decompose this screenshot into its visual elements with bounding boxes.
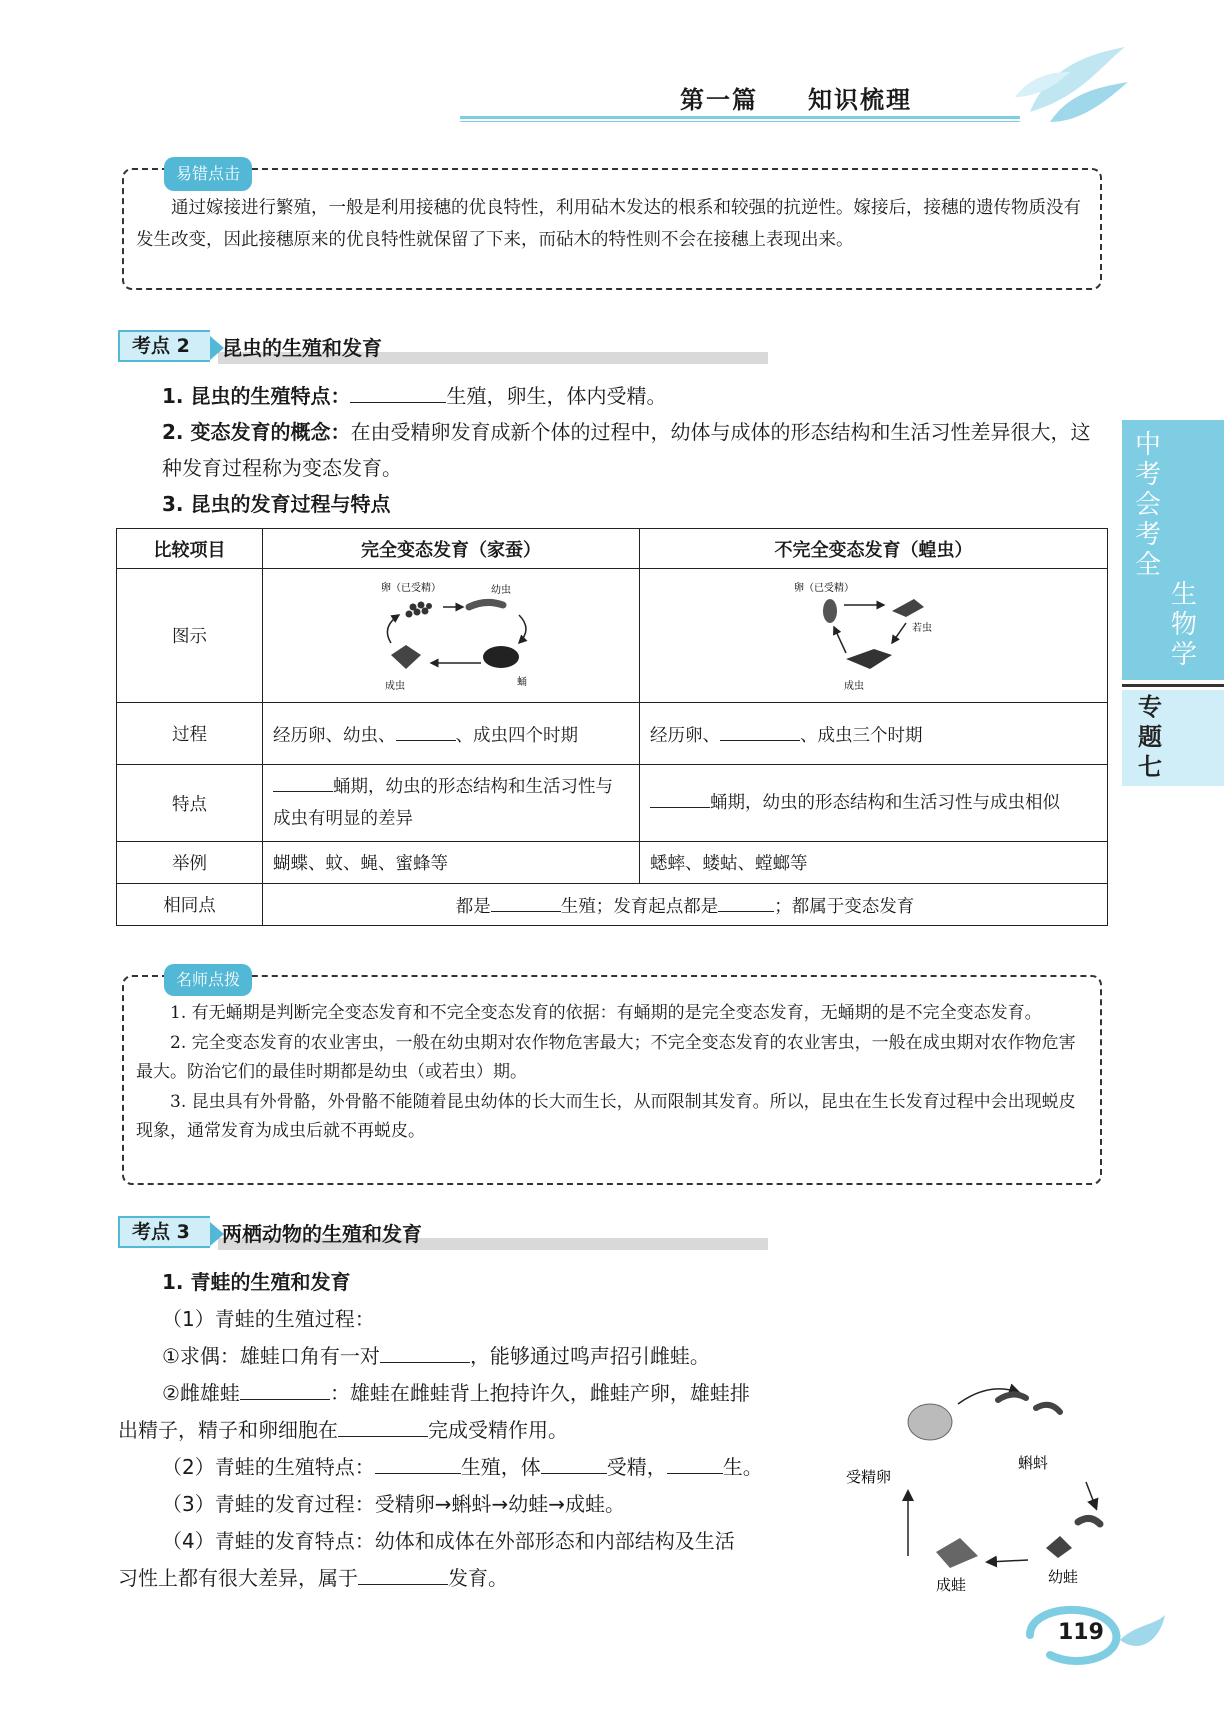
- silk-moth-icon: [391, 645, 421, 669]
- blank: [718, 892, 774, 912]
- side-tab-topic: [1122, 690, 1224, 786]
- blank: [350, 383, 446, 403]
- cell-text: 都是: [455, 896, 491, 917]
- table-row: [117, 569, 1108, 703]
- leaf-decoration-icon: [1010, 42, 1130, 132]
- locust-egg-label: 卵（已受精）: [793, 582, 854, 594]
- blank: [338, 1417, 428, 1437]
- kp3-text: 发育。: [448, 1566, 508, 1590]
- teacher-tip-p1: 1. 有无蛹期是判断完全变态发育和不完全变态发育的依据：有蛹期的是完全变态发育，无蛹期的是不完全变态发育。: [170, 1003, 1042, 1023]
- table-header: 完全变态发育（家蚕）: [263, 529, 640, 569]
- silk-adult-label: 成虫: [385, 680, 405, 692]
- page-number: 119: [1058, 1620, 1104, 1645]
- blank: [667, 1454, 723, 1474]
- table-row: [117, 765, 1108, 842]
- kp2-item2-text: 在由受精卵发育成新个体的过程中，幼体与成体的形态结构和生活习性差异很大，这种发育过程称为变态发育。: [162, 420, 1091, 480]
- kp3-content: [118, 1264, 838, 1597]
- locust-cycle-cell: [640, 569, 1108, 703]
- process-incomplete: [640, 703, 1108, 765]
- kp3-text: 生殖，体: [460, 1455, 541, 1479]
- teacher-tip-box: [122, 970, 1102, 1185]
- side-tab-top: 中考会考全: [1134, 430, 1161, 580]
- side-tab-divider: [1122, 684, 1224, 687]
- header-title: 知识梳理: [808, 85, 912, 114]
- blank: [650, 788, 710, 808]
- kp3-text: ：雄蛙在雌蛙背上抱持许久，雌蛙产卵，雄蛙排: [329, 1381, 750, 1405]
- kp3-text: 生。: [722, 1455, 763, 1479]
- adult-frog-label: 成蛙: [936, 1576, 967, 1592]
- teacher-tip-p3: 3. 昆虫具有外骨骼，外骨骼不能随着昆虫幼体的长大而生长，从而限制其发育。所以，昆虫在生长发育过程中会出现蜕皮现象，通常发育为成虫后就不再蜕皮。: [136, 1091, 1076, 1141]
- process-complete: [263, 703, 640, 765]
- cell-text: 蛹期，幼虫的形态结构和生活习性与成虫有明显的差异: [273, 777, 613, 829]
- error-tip-label: 易错点击: [164, 157, 252, 191]
- tadpole-icon: [998, 1394, 1026, 1400]
- kp3-text: ，能够通过鸣声招引雌蛙。: [469, 1344, 710, 1368]
- kp3-text: 受精，: [606, 1455, 667, 1479]
- kp3-s7: （3）青蛙的发育过程：受精卵→蝌蚪→幼蛙→成蛙。: [162, 1492, 625, 1516]
- blank: [491, 892, 561, 912]
- table-row: [117, 703, 1108, 765]
- silkworm-life-cycle-diagram: [351, 577, 551, 695]
- kp2-content: [118, 378, 1108, 522]
- blank: [541, 1454, 607, 1474]
- young-frog-icon: [1046, 1536, 1072, 1558]
- kp3-text: ②雌雄蛙: [162, 1381, 240, 1405]
- kp3-text: 完成受精作用。: [428, 1418, 568, 1442]
- silk-pupa-icon: [483, 646, 519, 668]
- feature-complete: [263, 765, 640, 842]
- blank: [358, 1565, 448, 1585]
- row-label: 过程: [117, 703, 263, 765]
- cell-text: 经历卵、幼虫、: [273, 725, 396, 746]
- cell-text: 蛹期，幼虫的形态结构和生活习性与成虫相似: [710, 793, 1060, 813]
- teacher-tip-label: 名师点拨: [164, 964, 252, 996]
- kaodian-title: 两栖动物的生殖和发育: [222, 1222, 422, 1246]
- frog-egg-icon: [908, 1404, 952, 1440]
- blank: [375, 1454, 461, 1474]
- kaodian-2-heading: [118, 330, 818, 362]
- table-row: [117, 884, 1108, 926]
- insect-development-table: [116, 528, 1108, 926]
- frog-egg-label: 受精卵: [846, 1468, 892, 1486]
- kp2-item1-label: 1. 昆虫的生殖特点：: [162, 384, 351, 408]
- feature-incomplete: [640, 765, 1108, 842]
- locust-nymph-icon: [892, 599, 924, 617]
- teacher-tip-p2: 2. 完全变态发育的农业害虫，一般在幼虫期对农作物危害最大；不完全变态发育的农业害虫，一般在成虫期对农作物危害最大。防治它们的最佳时期都是幼虫（或若虫）期。: [136, 1032, 1076, 1082]
- kp2-item2-label: 2. 变态发育的概念：: [162, 420, 351, 444]
- tadpole-label: 蝌蚪: [1018, 1454, 1049, 1472]
- cell-text: 经历卵、: [650, 725, 720, 746]
- row-label: 相同点: [117, 884, 263, 926]
- table-header: 比较项目: [117, 529, 263, 569]
- locust-egg-icon: [823, 599, 837, 623]
- silkworm-cycle-cell: [263, 569, 640, 703]
- locust-adult-icon: [846, 649, 892, 669]
- blank: [240, 1380, 330, 1400]
- cell-text: 、成虫四个时期: [455, 725, 578, 746]
- kp3-text: 出精子，精子和卵细胞在: [118, 1418, 338, 1442]
- young-frog-label: 幼蛙: [1048, 1568, 1079, 1586]
- header-rule-thin: [460, 121, 1020, 122]
- kp3-s8: （4）青蛙的发育特点：幼体和成体在外部形态和内部结构及生活: [162, 1529, 735, 1553]
- cell-text: 生殖；发育起点都是: [560, 896, 719, 917]
- common-points: [263, 884, 1108, 926]
- header-rule: [460, 116, 1020, 119]
- kp3-s1: 1. 青蛙的生殖和发育: [162, 1270, 351, 1294]
- kp2-item1-rest: 生殖，卵生，体内受精。: [446, 384, 667, 408]
- kp3-text: ①求偶：雄蛙口角有一对: [162, 1344, 380, 1368]
- kaodian-title: 昆虫的生殖和发育: [222, 336, 382, 360]
- example-complete: 蝴蝶、蚊、蝇、蜜蜂等: [263, 842, 640, 884]
- row-label: 图示: [117, 569, 263, 703]
- side-tab-subject: [1122, 420, 1224, 680]
- row-label: 举例: [117, 842, 263, 884]
- silk-egg-label: 卵（已受精）: [381, 582, 441, 594]
- page-header: [680, 80, 912, 115]
- locust-life-cycle-diagram: [774, 577, 974, 695]
- silk-pupa-label: 蛹: [517, 676, 527, 688]
- table-header-row: [117, 529, 1108, 569]
- tadpole-icon: [1036, 1405, 1060, 1412]
- kp3-text: 习性上都有很大差异，属于: [118, 1566, 358, 1590]
- kaodian-3-heading: [118, 1216, 818, 1248]
- error-tip-box: [122, 164, 1102, 290]
- frog-life-cycle-diagram: [838, 1372, 1108, 1592]
- blank: [273, 772, 333, 792]
- froglet-icon: [1078, 1518, 1100, 1524]
- kp2-item3: 3. 昆虫的发育过程与特点: [162, 492, 391, 516]
- blank: [396, 721, 456, 741]
- kp3-s2: （1）青蛙的生殖过程：: [162, 1307, 375, 1331]
- cell-text: 、成虫三个时期: [800, 725, 923, 746]
- table-header: 不完全变态发育（蝗虫）: [640, 529, 1108, 569]
- locust-adult-label: 成虫: [843, 680, 864, 692]
- kp3-text: （2）青蛙的生殖特点：: [162, 1455, 375, 1479]
- error-tip-text: 通过嫁接进行繁殖，一般是利用接穗的优良特性，利用砧木发达的根系和较强的抗逆性。嫁接后，接穗的遗传物质没有发生改变，因此接穗原来的优良特性就保留了下来，而砧木的特性则不会在接穗上表现出来。: [136, 198, 1081, 250]
- locust-nymph-label: 若虫: [911, 622, 932, 634]
- blank: [380, 1343, 470, 1363]
- row-label: 特点: [117, 765, 263, 842]
- adult-frog-icon: [936, 1538, 978, 1568]
- blank: [720, 721, 800, 741]
- kaodian-tag: 考点 2: [118, 330, 210, 362]
- cell-text: ；都属于变态发育: [774, 896, 915, 917]
- header-part: 第一篇: [680, 85, 758, 114]
- side-tab-bottom: 专题七: [1138, 693, 1162, 781]
- kaodian-tag: 考点 3: [118, 1216, 210, 1248]
- silk-larva-icon: [469, 602, 503, 607]
- example-incomplete: 蟋蟀、蝼蛄、螳螂等: [640, 842, 1108, 884]
- side-tab-mid: 生物学: [1170, 580, 1197, 670]
- table-row: [117, 842, 1108, 884]
- silk-larva-label: 幼虫: [491, 584, 511, 596]
- silk-eggs-icon: [406, 601, 433, 617]
